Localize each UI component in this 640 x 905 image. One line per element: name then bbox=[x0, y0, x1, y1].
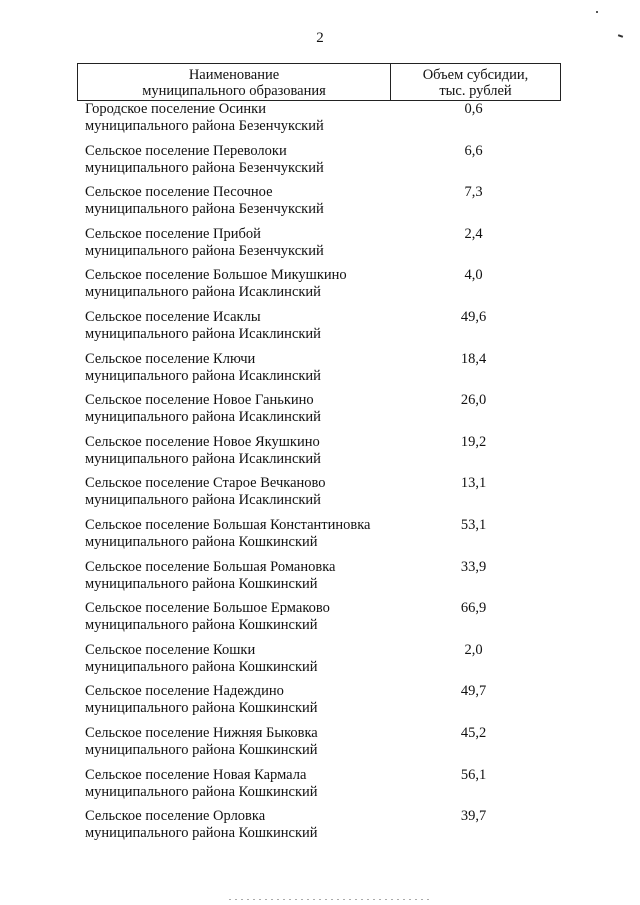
municipality-name-cell bbox=[77, 267, 390, 309]
municipality-name-cell bbox=[77, 392, 390, 434]
subsidy-value-cell: 4,0 bbox=[464, 267, 483, 284]
municipality-name-line2: муниципального района Кошкинский bbox=[85, 783, 318, 800]
municipality-name-line1: Сельское поселение Надеждино bbox=[85, 683, 284, 700]
subsidy-value-cell: 33,9 bbox=[460, 558, 487, 575]
municipality-name-cell bbox=[77, 226, 390, 268]
header-value-line2: тыс. рублей bbox=[439, 83, 512, 99]
subsidy-value-cell: 6,6 bbox=[464, 142, 483, 159]
municipality-name-line1: Сельское поселение Прибой bbox=[85, 225, 261, 242]
page-number: 2 bbox=[316, 30, 324, 46]
municipality-name-cell bbox=[77, 434, 390, 476]
municipality-name-line1: Сельское поселение Песочное bbox=[85, 184, 273, 201]
table-row bbox=[77, 600, 561, 642]
subsidy-value-cell: 0,6 bbox=[464, 101, 483, 117]
municipality-name-line1: Сельское поселение Ключи bbox=[85, 350, 256, 367]
municipality-name-line2: муниципального района Безенчукский bbox=[85, 159, 324, 176]
municipality-name-line1: Сельское поселение Нижняя Быковка bbox=[85, 724, 318, 741]
table-row bbox=[77, 642, 561, 684]
subsidy-value-cell: 53,1 bbox=[460, 516, 487, 533]
table-row bbox=[77, 143, 561, 185]
municipality-name-line1: Сельское поселение Большая Романовка bbox=[85, 558, 336, 575]
table-row bbox=[77, 267, 561, 309]
municipality-name-line2: муниципального района Кошкинский bbox=[85, 575, 318, 592]
table-row bbox=[77, 101, 561, 143]
municipality-name-line2: муниципального района Кошкинский bbox=[85, 700, 318, 717]
municipality-name-cell bbox=[77, 101, 390, 143]
subsidy-value-cell: 26,0 bbox=[460, 392, 487, 409]
scan-artifact bbox=[229, 899, 429, 900]
municipality-name-line2: муниципального района Исаклинский bbox=[85, 325, 321, 342]
table-row bbox=[77, 226, 561, 268]
table-row bbox=[77, 808, 561, 850]
subsidy-value-cell: 49,6 bbox=[460, 308, 487, 325]
table-row bbox=[77, 767, 561, 809]
municipality-name-line1: Сельское поселение Большое Ермаково bbox=[85, 600, 330, 617]
scan-speck bbox=[596, 11, 598, 13]
municipality-name-cell bbox=[77, 143, 390, 185]
subsidy-value-cell: 39,7 bbox=[460, 808, 487, 825]
municipality-name-line1: Сельское поселение Новое Ганькино bbox=[85, 392, 314, 409]
subsidy-value-cell: 19,2 bbox=[460, 433, 487, 450]
municipality-name-line2: муниципального района Безенчукский bbox=[85, 118, 324, 134]
header-value-cell bbox=[391, 64, 560, 100]
subsidy-value-cell: 2,0 bbox=[464, 641, 483, 658]
municipality-name-cell bbox=[77, 517, 390, 559]
table-row bbox=[77, 683, 561, 725]
header-value-line1: Объем субсидии, bbox=[422, 67, 529, 83]
municipality-name-line1: Сельское поселение Большая Константиновка bbox=[85, 516, 371, 533]
municipality-name-line2: муниципального района Безенчукский bbox=[85, 242, 324, 259]
subsidy-value-cell: 56,1 bbox=[460, 766, 487, 783]
municipality-name-cell bbox=[77, 559, 390, 601]
municipality-name-line1: Сельское поселение Новое Якушкино bbox=[85, 433, 320, 450]
table-row bbox=[77, 434, 561, 476]
subsidy-value-cell: 13,1 bbox=[460, 475, 487, 492]
municipality-name-line1: Сельское поселение Новая Кармала bbox=[85, 766, 307, 783]
table-body bbox=[77, 101, 561, 850]
municipality-name-cell bbox=[77, 184, 390, 226]
municipality-name-line2: муниципального района Кошкинский bbox=[85, 658, 318, 675]
table-row bbox=[77, 559, 561, 601]
municipality-name-line2: муниципального района Исаклинский bbox=[85, 450, 321, 467]
subsidy-value-cell: 18,4 bbox=[460, 350, 487, 367]
subsidy-value-cell: 49,7 bbox=[460, 683, 487, 700]
subsidy-value-cell: 66,9 bbox=[460, 600, 487, 617]
header-name-line1: Наименование bbox=[188, 67, 280, 83]
municipality-name-line2: муниципального района Исаклинский bbox=[85, 284, 321, 301]
municipality-name-line1: Сельское поселение Исаклы bbox=[85, 308, 261, 325]
municipality-name-line2: муниципального района Исаклинский bbox=[85, 492, 321, 509]
municipality-name-cell bbox=[77, 351, 390, 393]
municipality-name-line2: муниципального района Кошкинский bbox=[85, 617, 318, 634]
table-row bbox=[77, 309, 561, 351]
table-row bbox=[77, 725, 561, 767]
subsidy-table bbox=[77, 63, 561, 850]
municipality-name-line2: муниципального района Безенчукский bbox=[85, 201, 324, 218]
municipality-name-line1: Сельское поселение Кошки bbox=[85, 641, 256, 658]
municipality-name-line2: муниципального района Кошкинский bbox=[85, 533, 318, 550]
table-row bbox=[77, 351, 561, 393]
municipality-name-cell bbox=[77, 600, 390, 642]
municipality-name-cell bbox=[77, 475, 390, 517]
municipality-name-cell bbox=[77, 683, 390, 725]
municipality-name-line2: муниципального района Исаклинский bbox=[85, 367, 321, 384]
table-header bbox=[77, 63, 561, 101]
municipality-name-line1: Сельское поселение Большое Микушкино bbox=[85, 267, 347, 284]
municipality-name-line1: Сельское поселение Переволоки bbox=[85, 142, 287, 159]
municipality-name-cell bbox=[77, 725, 390, 767]
municipality-name-line2: муниципального района Исаклинский bbox=[85, 409, 321, 426]
municipality-name-cell bbox=[77, 808, 390, 850]
subsidy-value-cell: 45,2 bbox=[460, 724, 487, 741]
municipality-name-cell bbox=[77, 309, 390, 351]
subsidy-value-cell: 7,3 bbox=[464, 184, 483, 201]
municipality-name-line1: Городское поселение Осинки bbox=[85, 101, 266, 117]
table-row bbox=[77, 392, 561, 434]
municipality-name-line1: Сельское поселение Орловка bbox=[85, 808, 266, 825]
table-row bbox=[77, 184, 561, 226]
table-row bbox=[77, 475, 561, 517]
header-name-line2: муниципального образования bbox=[142, 83, 326, 99]
municipality-name-line2: муниципального района Кошкинский bbox=[85, 825, 318, 842]
municipality-name-cell bbox=[77, 642, 390, 684]
header-name-cell bbox=[78, 64, 391, 100]
municipality-name-line1: Сельское поселение Старое Вечканово bbox=[85, 475, 326, 492]
municipality-name-cell bbox=[77, 767, 390, 809]
table-row bbox=[77, 517, 561, 559]
subsidy-value-cell: 2,4 bbox=[464, 225, 483, 242]
municipality-name-line2: муниципального района Кошкинский bbox=[85, 741, 318, 758]
